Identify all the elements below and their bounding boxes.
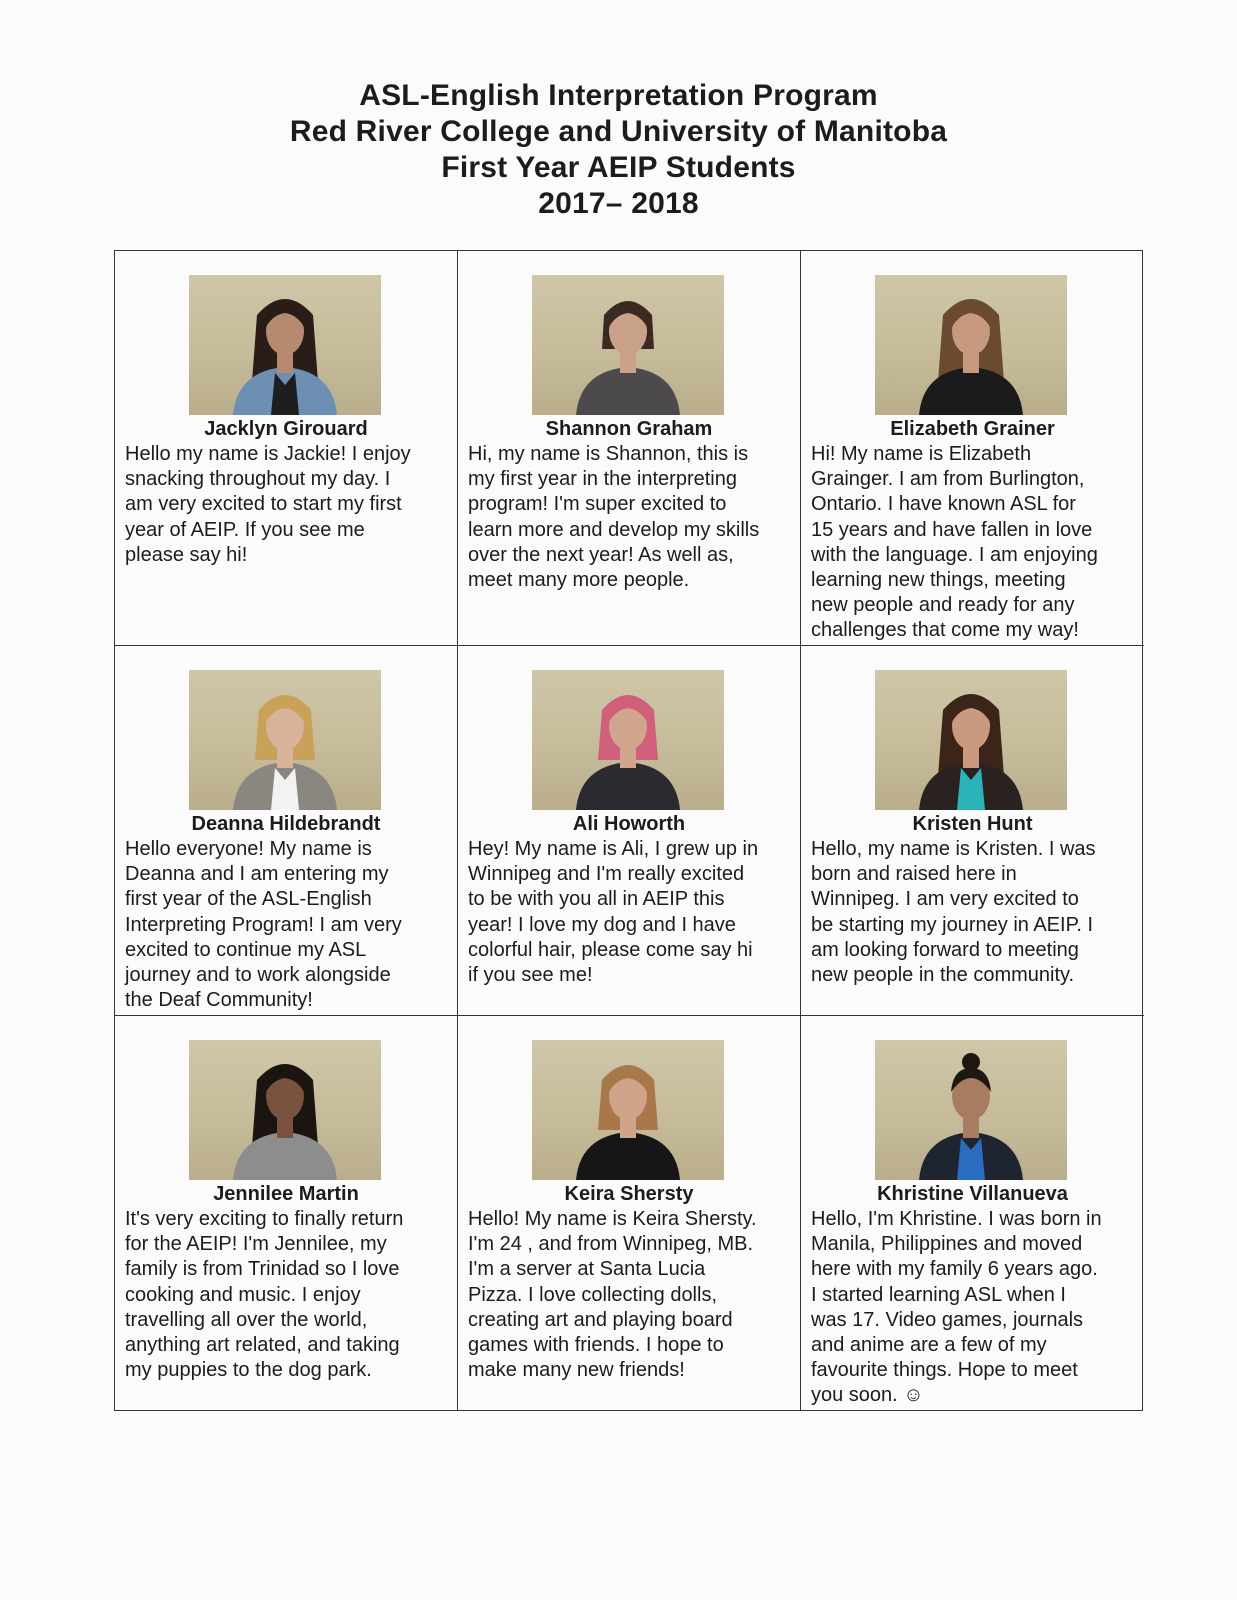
student-name: Khristine Villanueva	[877, 1183, 1068, 1205]
student-card	[458, 251, 801, 646]
student-card	[801, 1016, 1144, 1410]
student-photo	[189, 275, 381, 415]
student-bio: It's very exciting to finally return for the AEIP! I'm Jennilee, my family is from Trinidad so I love cooking and music. I enjoy travelling all over the world, anything art related, and taking my puppies to the dog park.	[125, 1208, 404, 1382]
student-name: Keira Shersty	[564, 1183, 694, 1205]
page-header	[0, 78, 1237, 222]
student-photo	[189, 1040, 381, 1180]
student-bio: Hello! My name is Keira Shersty. I'm 24 , and from Winnipeg, MB. I'm a server at Santa Lucia Pizza. I love collecting dolls, creating art and playing board games with friends. I hope to make many new friends!	[468, 1208, 757, 1382]
student-name: Jacklyn Girouard	[204, 418, 368, 440]
portrait-figure	[189, 275, 381, 415]
student-card	[801, 251, 1144, 646]
student-name: Kristen Hunt	[912, 813, 1033, 835]
student-photo	[189, 670, 381, 810]
student-card	[115, 1016, 458, 1410]
student-bio: Hey! My name is Ali, I grew up in Winnipeg and I'm really excited to be with you all in AEIP this year! I love my dog and I have colorful hair, please come say hi if you see me!	[468, 838, 759, 987]
portrait-figure	[189, 1040, 381, 1180]
student-card	[458, 1016, 801, 1410]
portrait-figure	[532, 1040, 724, 1180]
portrait-figure	[875, 1040, 1067, 1180]
student-name: Jennilee Martin	[213, 1183, 359, 1205]
student-card	[115, 251, 458, 646]
institution-title: Red River College and University of Manitoba	[289, 115, 948, 148]
program-title: ASL-English Interpretation Program	[359, 79, 878, 112]
portrait-figure	[189, 670, 381, 810]
student-name: Deanna Hildebrandt	[191, 813, 381, 835]
student-bio: Hello, my name is Kristen. I was born and raised here in Winnipeg. I am very excited to be starting my journey in AEIP. I am looking forward to meeting new people in the community.	[811, 838, 1096, 987]
student-bio: Hi, my name is Shannon, this is my first year in the interpreting program! I'm super excited to learn more and develop my skills over the next year! As well as, meet many more people.	[468, 443, 760, 592]
student-bio: Hi! My name is Elizabeth Grainger. I am from Burlington, Ontario. I have known ASL for 15 years and have fallen in love with the language. I am enjoying learning new things, meeting new people and ready for any challenges that come my way!	[811, 443, 1098, 642]
portrait-figure	[875, 670, 1067, 810]
student-name: Ali Howorth	[572, 813, 686, 835]
student-photo	[875, 275, 1067, 415]
student-photo	[875, 1040, 1067, 1180]
student-photo	[532, 670, 724, 810]
student-bio: Hello, I'm Khristine. I was born in Manila, Philippines and moved here with my family 6 years ago. I started learning ASL when I was 17. Video games, journals and anime are a few of my favourite things. Hope to meet you soon. ☺	[811, 1208, 1102, 1407]
student-card	[458, 646, 801, 1016]
student-name: Elizabeth Grainer	[890, 418, 1055, 440]
year-title: 2017– 2018	[538, 187, 699, 220]
student-card	[801, 646, 1144, 1016]
portrait-figure	[875, 275, 1067, 415]
portrait-figure	[532, 275, 724, 415]
student-grid	[114, 250, 1143, 1411]
portrait-figure	[532, 670, 724, 810]
student-bio: Hello everyone! My name is Deanna and I am entering my first year of the ASL-English Interpreting Program! I am very excited to continue my ASL journey and to work alongside the Deaf Community!	[125, 838, 402, 1012]
student-bio: Hello my name is Jackie! I enjoy snacking throughout my day. I am very excited to start my first year of AEIP. If you see me please say hi!	[125, 443, 411, 566]
student-name: Shannon Graham	[545, 418, 713, 440]
student-card	[115, 646, 458, 1016]
student-photo	[875, 670, 1067, 810]
cohort-title: First Year AEIP Students	[441, 151, 796, 184]
student-photo	[532, 1040, 724, 1180]
student-photo	[532, 275, 724, 415]
